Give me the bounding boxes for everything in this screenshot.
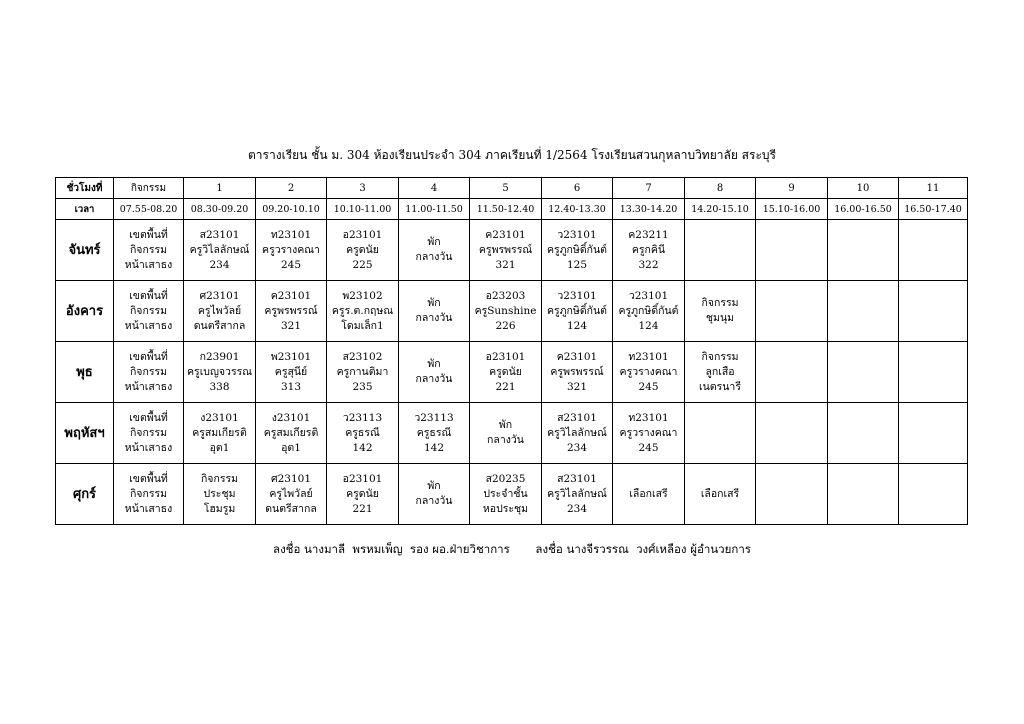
timetable: [55, 177, 968, 525]
cell-line: หน้าเสาธง: [124, 502, 173, 515]
schedule-cell: [685, 281, 756, 342]
cell-line: เลือกเสรี: [629, 487, 668, 500]
schedule-cell: [756, 281, 828, 342]
cell-line: 245: [638, 380, 659, 393]
time-slot: 10.10-11.00: [327, 199, 399, 220]
schedule-cell: [685, 464, 756, 525]
cell-line: เขตพื้นที่: [129, 350, 168, 363]
schedule-cell: [256, 342, 327, 403]
cell-line: 338: [209, 380, 230, 393]
schedule-cell: [613, 464, 685, 525]
cell-line: ประชุม: [203, 487, 236, 500]
schedule-cell: [184, 403, 256, 464]
schedule-cell: [399, 342, 470, 403]
schedule-cell: [470, 342, 542, 403]
cell-line: ครูพรพรรณ์: [264, 304, 318, 317]
cell-line: เขตพื้นที่: [129, 472, 168, 485]
cell-line: ง23101: [200, 411, 239, 424]
schedule-cell: [542, 403, 613, 464]
cell-line: ครูกานติมา: [336, 365, 389, 378]
schedule-cell: [470, 403, 542, 464]
cell-line: 221: [352, 502, 373, 515]
schedule-cell: [756, 220, 828, 281]
cell-line: ครูเบญจวรรณ: [187, 365, 252, 378]
cell-line: ค23101: [270, 289, 312, 302]
time-slot: 16.00-16.50: [828, 199, 899, 220]
cell-line: กิจกรรม: [701, 297, 739, 309]
cell-line: 321: [280, 319, 302, 332]
cell-line: กิจกรรม: [129, 304, 168, 317]
schedule-cell: [899, 464, 968, 525]
period-header-label: ชั่วโมงที่: [56, 178, 114, 199]
schedule-cell: [899, 403, 968, 464]
schedule-cell: [828, 220, 899, 281]
time-label: เวลา: [56, 199, 114, 220]
header-row: [56, 178, 968, 199]
day-name: ศุกร์: [56, 464, 114, 525]
cell-line: อ23101: [342, 228, 383, 241]
cell-line: ศ23101: [270, 472, 312, 485]
cell-line: เนตรนารี: [699, 380, 741, 393]
cell-line: 313: [280, 380, 302, 393]
time-slot: 08.30-09.20: [184, 199, 256, 220]
schedule-cell: [756, 342, 828, 403]
cell-line: 225: [352, 258, 373, 271]
signature-left: ลงชื่อ นางมาลี พรหมเพ็ญ รอง ผอ.ฝ่ายวิชาการ: [273, 542, 510, 556]
cell-line: ครูสมเกียรติ: [192, 426, 247, 439]
cell-line: ท23101: [270, 228, 312, 241]
cell-line: 234: [209, 258, 230, 271]
cell-line: อ23203: [485, 289, 526, 302]
period-number: 10: [828, 178, 899, 199]
cell-line: ครูวิไลลักษณ์: [547, 426, 607, 439]
cell-line: พัก: [427, 480, 441, 492]
schedule-cell: [114, 403, 184, 464]
cell-line: ครูภูกษิดิ์กันต์: [546, 304, 608, 317]
cell-line: ท23101: [628, 350, 669, 363]
schedule-cell: [327, 403, 399, 464]
cell-line: ครูธรณี: [416, 426, 452, 439]
cell-line: กลางวัน: [415, 251, 453, 263]
time-slot: 14.20-15.10: [685, 199, 756, 220]
cell-line: ครูดนัย: [346, 487, 379, 500]
cell-line: พัก: [498, 419, 513, 431]
schedule-cell: [613, 342, 685, 403]
period-number: 4: [399, 178, 470, 199]
cell-line: กลางวัน: [415, 495, 453, 507]
time-slot: 11.50-12.40: [470, 199, 542, 220]
cell-line: ลูกเสือ: [705, 365, 735, 378]
day-row: [56, 220, 968, 281]
time-slot: 16.50-17.40: [899, 199, 968, 220]
cell-line: ครูไพวัลย์: [269, 487, 313, 500]
time-slot: 15.10-16.00: [756, 199, 828, 220]
cell-line: พัก: [427, 236, 441, 248]
schedule-cell: [184, 281, 256, 342]
cell-line: ครูร.ต.กฤษณ: [331, 304, 394, 317]
time-slot: 13.30-14.20: [613, 199, 685, 220]
day-name: อังคาร: [56, 281, 114, 342]
cell-line: พ23101: [270, 350, 312, 363]
cell-line: ง23101: [271, 411, 311, 424]
schedule-cell: [327, 342, 399, 403]
schedule-cell: [114, 464, 184, 525]
cell-line: 221: [495, 380, 516, 393]
cell-line: ดนตรีสากล: [265, 502, 317, 515]
day-row: [56, 464, 968, 525]
cell-line: 142: [352, 441, 373, 454]
schedule-cell: [542, 464, 613, 525]
schedule-cell: [685, 342, 756, 403]
cell-line: ครูไพวัลย์: [197, 304, 242, 317]
period-number: 6: [542, 178, 613, 199]
schedule-cell: [114, 281, 184, 342]
signature-line: [0, 541, 1024, 559]
cell-line: ส23101: [199, 228, 240, 241]
cell-line: ครูภูกษิดิ์กันต์: [546, 243, 608, 256]
cell-line: ท23101: [628, 411, 669, 424]
schedule-cell: [256, 403, 327, 464]
schedule-cell: [327, 281, 399, 342]
cell-line: หน้าเสาธง: [124, 258, 173, 271]
schedule-cell: [256, 464, 327, 525]
period-number: 3: [327, 178, 399, 199]
cell-line: อ23101: [342, 472, 383, 485]
cell-line: หอประชุม: [482, 502, 529, 515]
cell-line: พัก: [427, 358, 441, 370]
cell-line: อ23101: [485, 350, 526, 363]
cell-line: ครูดนัย: [346, 243, 379, 256]
cell-line: กลางวัน: [415, 312, 453, 324]
cell-line: ประจำชั้น: [483, 487, 528, 500]
cell-line: กลางวัน: [487, 434, 524, 446]
day-row: [56, 403, 968, 464]
day-name: จันทร์: [56, 220, 114, 281]
schedule-cell: [470, 220, 542, 281]
cell-line: เขตพื้นที่: [129, 411, 168, 424]
schedule-cell: [399, 464, 470, 525]
schedule-cell: [327, 464, 399, 525]
schedule-cell: [470, 281, 542, 342]
signature-right: ลงชื่อ นางจีรวรรณ วงศ์เหลือง ผู้อำนวยการ: [535, 542, 751, 556]
cell-line: ชุมนุม: [705, 312, 735, 324]
cell-line: ศ23101: [199, 289, 240, 302]
schedule-cell: [256, 281, 327, 342]
schedule-cell: [470, 464, 542, 525]
schedule-cell: [756, 403, 828, 464]
schedule-cell: [114, 220, 184, 281]
schedule-cell: [613, 281, 685, 342]
schedule-cell: [399, 220, 470, 281]
cell-line: ว23101: [628, 289, 669, 302]
cell-line: 321: [495, 258, 516, 271]
cell-line: กิจกรรม: [129, 243, 168, 256]
time-slot: 11.00-11.50: [399, 199, 470, 220]
cell-line: 245: [280, 258, 302, 271]
cell-line: ว23101: [557, 289, 597, 302]
period-number: 11: [899, 178, 968, 199]
cell-line: ครูภูกษิดิ์กันต์: [618, 304, 679, 317]
cell-line: 322: [638, 258, 659, 271]
cell-line: 142: [423, 441, 445, 454]
cell-line: ส20235: [485, 472, 526, 485]
time-slot: 12.40-13.30: [542, 199, 613, 220]
cell-line: ครูกคินี: [631, 243, 666, 256]
cell-line: กิจกรรม: [129, 365, 168, 378]
cell-line: โดมเล็ก1: [341, 319, 384, 332]
schedule-cell: [899, 342, 968, 403]
cell-line: หน้าเสาธง: [124, 380, 173, 393]
day-name: พฤหัสฯ: [56, 403, 114, 464]
cell-line: เขตพื้นที่: [129, 228, 168, 241]
activity-header: กิจกรรม: [114, 178, 184, 199]
cell-line: ครูวรางคณา: [262, 243, 320, 256]
cell-line: ครูวิไลลักษณ์: [189, 243, 250, 256]
cell-line: 234: [566, 502, 588, 515]
schedule-cell: [399, 281, 470, 342]
cell-line: ครูสุนีย์: [274, 365, 308, 378]
schedule-cell: [613, 403, 685, 464]
cell-line: 245: [638, 441, 659, 454]
cell-line: ครูพรพรรณ์: [550, 365, 604, 378]
cell-line: พ23102: [342, 289, 383, 302]
time-row: [56, 199, 968, 220]
cell-line: 226: [495, 319, 516, 332]
schedule-cell: [399, 403, 470, 464]
period-number: 5: [470, 178, 542, 199]
schedule-cell: [828, 342, 899, 403]
day-row: [56, 281, 968, 342]
cell-line: ค23211: [628, 228, 669, 241]
cell-line: ว23113: [414, 411, 454, 424]
schedule-cell: [542, 220, 613, 281]
period-number: 9: [756, 178, 828, 199]
cell-line: ส23102: [342, 350, 383, 363]
time-slot: 07.55-08.20: [114, 199, 184, 220]
cell-line: กิจกรรม: [129, 426, 168, 439]
schedule-cell: [685, 220, 756, 281]
cell-line: อุต1: [209, 441, 230, 454]
cell-line: ก23901: [199, 350, 240, 363]
schedule-cell: [899, 220, 968, 281]
schedule-cell: [542, 281, 613, 342]
cell-line: 321: [566, 380, 588, 393]
schedule-cell: [114, 342, 184, 403]
schedule-cell: [184, 342, 256, 403]
day-name: พุธ: [56, 342, 114, 403]
schedule-cell: [685, 403, 756, 464]
schedule-cell: [828, 403, 899, 464]
cell-line: ครูธรณี: [345, 426, 380, 439]
cell-line: ค23101: [485, 228, 526, 241]
cell-line: เลือกเสรี: [700, 487, 740, 500]
cell-line: ส23101: [557, 411, 597, 424]
cell-line: หน้าเสาธง: [124, 441, 173, 454]
cell-line: ว23101: [557, 228, 597, 241]
cell-line: 124: [638, 319, 659, 332]
schedule-cell: [184, 220, 256, 281]
cell-line: กิจกรรม: [701, 350, 739, 363]
schedule-cell: [828, 464, 899, 525]
schedule-cell: [256, 220, 327, 281]
cell-line: 235: [352, 380, 373, 393]
schedule-cell: [327, 220, 399, 281]
day-row: [56, 342, 968, 403]
cell-line: เขตพื้นที่: [129, 289, 168, 302]
cell-line: ครูSunshine: [474, 304, 537, 317]
schedule-cell: [613, 220, 685, 281]
cell-line: ครูพรพรรณ์: [478, 243, 533, 256]
cell-line: กิจกรรม: [129, 487, 168, 500]
cell-line: ครูวรางคณา: [619, 426, 678, 439]
cell-line: ส23101: [557, 472, 597, 485]
page-title: ตารางเรียน ชั้น ม. 304 ห้องเรียนประจำ 304 ภาคเรียนที่ 1/2564 โรงเรียนสวนกุหลาบวิทยาลัย สระบุรี: [248, 148, 776, 162]
cell-line: 125: [566, 258, 588, 271]
cell-line: 234: [566, 441, 588, 454]
cell-line: ค23101: [556, 350, 598, 363]
cell-line: พัก: [427, 297, 441, 309]
period-number: 1: [184, 178, 256, 199]
schedule-cell: [542, 342, 613, 403]
cell-line: ดนตรีสากล: [193, 319, 246, 332]
cell-line: โฮมรูม: [203, 502, 236, 515]
schedule-cell: [899, 281, 968, 342]
period-number: 2: [256, 178, 327, 199]
schedule-cell: [184, 464, 256, 525]
period-number: 8: [685, 178, 756, 199]
cell-line: 124: [566, 319, 588, 332]
cell-line: ว23113: [342, 411, 383, 424]
cell-line: ครูวิไลลักษณ์: [547, 487, 607, 500]
time-slot: 09.20-10.10: [256, 199, 327, 220]
cell-line: ครูดนัย: [489, 365, 522, 378]
cell-line: ครูวรางคณา: [619, 365, 678, 378]
cell-line: หน้าเสาธง: [124, 319, 173, 332]
schedule-cell: [828, 281, 899, 342]
cell-line: กิจกรรม: [200, 472, 239, 485]
cell-line: ครูสมเกียรติ: [263, 426, 319, 439]
cell-line: อุต1: [281, 441, 301, 454]
schedule-cell: [756, 464, 828, 525]
cell-line: กลางวัน: [415, 373, 453, 385]
period-number: 7: [613, 178, 685, 199]
